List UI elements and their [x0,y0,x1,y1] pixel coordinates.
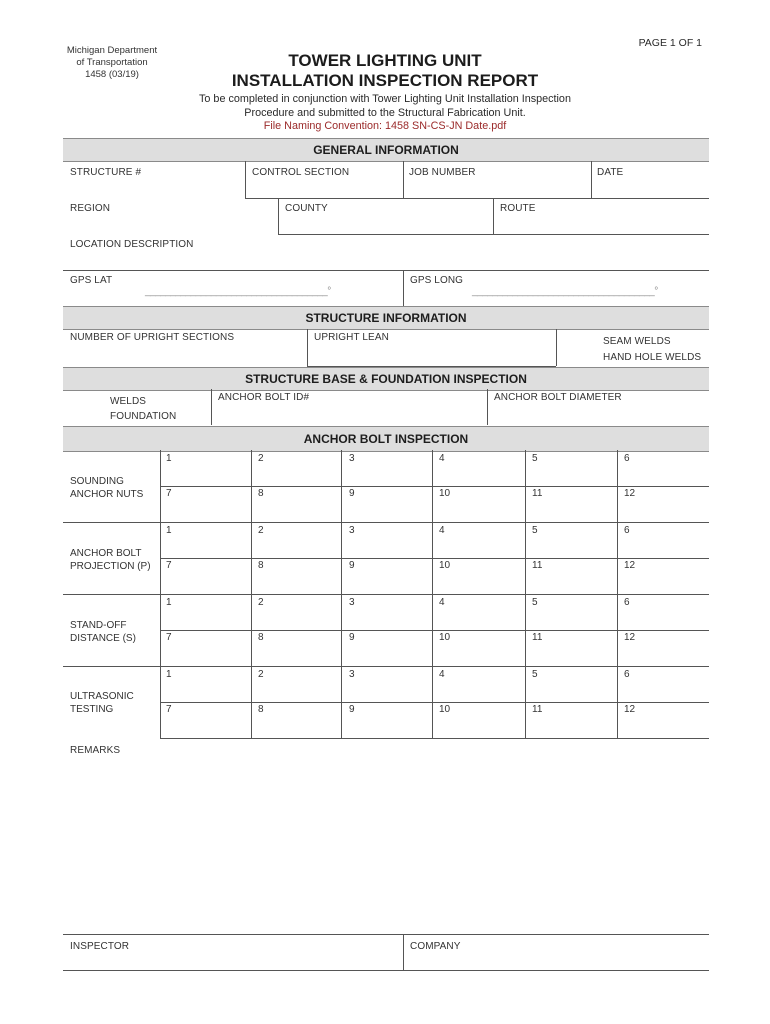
cell-ultrasonic-5[interactable]: 5 [532,669,538,680]
cell-projection-7[interactable]: 7 [166,560,172,571]
structure-number-label: STRUCTURE # [70,167,142,178]
divider [63,970,709,971]
control-section-field[interactable] [252,180,400,196]
general-information-heading: GENERAL INFORMATION [63,138,709,162]
form-title-line-2: INSTALLATION INSPECTION REPORT [231,71,539,90]
cell-projection-10[interactable]: 10 [439,560,451,571]
seam-welds-label[interactable]: SEAM WELDS [603,336,671,347]
ultrasonic-testing-label: ULTRASONIC TESTING [70,691,134,715]
cell-standoff-10[interactable]: 10 [439,632,451,643]
cell-standoff-4[interactable]: 4 [439,597,445,608]
cell-sounding-11[interactable]: 11 [532,488,543,499]
upright-sections-label: NUMBER OF UPRIGHT SECTIONS [70,332,235,343]
cell-ultrasonic-2[interactable]: 2 [258,669,264,680]
cell-projection-1[interactable]: 1 [166,525,172,536]
region-label: REGION [70,203,111,214]
cell-standoff-8[interactable]: 8 [258,632,264,643]
cell-standoff-9[interactable]: 9 [349,632,355,643]
cell-sounding-12[interactable]: 12 [624,488,636,499]
cell-standoff-2[interactable]: 2 [258,597,264,608]
cell-sounding-8[interactable]: 8 [258,488,264,499]
cell-projection-12[interactable]: 12 [624,560,636,571]
cell-ultrasonic-10[interactable]: 10 [439,704,451,715]
job-number-field[interactable] [409,180,589,196]
cell-standoff-7[interactable]: 7 [166,632,172,643]
divider [245,198,709,199]
route-field[interactable] [500,216,705,232]
cell-projection-2[interactable]: 2 [258,525,264,536]
sounding-anchor-nuts-label: SOUNDING ANCHOR NUTS [70,476,144,500]
inspector-label: INSPECTOR [70,941,130,952]
gps-long-input[interactable]: ____________________________________° [472,286,658,297]
upright-lean-label: UPRIGHT LEAN [314,332,389,343]
cell-standoff-5[interactable]: 5 [532,597,538,608]
instructions-line-2: Procedure and submitted to the Structural Fabrication Unit. [244,107,526,119]
upright-lean-field[interactable] [314,345,549,361]
route-label: ROUTE [500,203,536,214]
anchor-bolt-inspection-heading: ANCHOR BOLT INSPECTION [63,426,709,452]
divider [493,198,494,234]
cell-sounding-2[interactable]: 2 [258,453,264,464]
cell-ultrasonic-7[interactable]: 7 [166,704,172,715]
divider [211,389,212,425]
gps-long-label: GPS LONG [410,275,464,286]
cell-projection-9[interactable]: 9 [349,560,355,571]
cell-sounding-3[interactable]: 3 [349,453,355,464]
divider [160,486,709,487]
cell-ultrasonic-11[interactable]: 11 [532,704,543,715]
control-section-label: CONTROL SECTION [252,167,350,178]
agency-line-1: Michigan Department [66,45,158,56]
divider [160,558,709,559]
foundation-label[interactable]: FOUNDATION [110,411,177,422]
divider [278,198,279,234]
cell-standoff-6[interactable]: 6 [624,597,630,608]
divider [160,630,709,631]
form-number: 1458 (03/19) [85,69,139,80]
divider [63,934,709,935]
county-field[interactable] [285,216,485,232]
upright-sections-field[interactable] [70,345,300,361]
cell-projection-5[interactable]: 5 [532,525,538,536]
cell-ultrasonic-12[interactable]: 12 [624,704,636,715]
cell-sounding-7[interactable]: 7 [166,488,172,499]
cell-projection-11[interactable]: 11 [532,560,543,571]
inspector-field[interactable] [70,953,395,968]
page-indicator: PAGE 1 OF 1 [638,37,702,49]
form-title-line-1: TOWER LIGHTING UNIT [288,51,482,70]
cell-ultrasonic-9[interactable]: 9 [349,704,355,715]
cell-projection-4[interactable]: 4 [439,525,445,536]
remarks-field[interactable] [70,760,705,930]
cell-standoff-11[interactable]: 11 [532,632,543,643]
file-naming-convention: File Naming Convention: 1458 SN-CS-JN Date.pdf [263,120,507,132]
region-field[interactable] [70,216,270,232]
cell-projection-8[interactable]: 8 [258,560,264,571]
anchor-bolt-diameter-label: ANCHOR BOLT DIAMETER [494,392,622,403]
cell-sounding-1[interactable]: 1 [166,453,172,464]
cell-standoff-12[interactable]: 12 [624,632,636,643]
divider [403,934,404,970]
anchor-bolt-id-label: ANCHOR BOLT ID# [218,392,310,403]
cell-projection-6[interactable]: 6 [624,525,630,536]
instructions-line-1: To be completed in conjunction with Tower Lighting Unit Installation Inspection [199,93,571,105]
location-description-label: LOCATION DESCRIPTION [70,239,194,250]
cell-sounding-5[interactable]: 5 [532,453,538,464]
divider [160,738,709,739]
date-field[interactable] [597,180,705,196]
agency-line-2: of Transportation [76,57,148,68]
cell-standoff-1[interactable]: 1 [166,597,172,608]
divider [63,270,709,271]
location-description-field[interactable] [70,252,705,268]
cell-sounding-9[interactable]: 9 [349,488,355,499]
divider [403,270,404,306]
job-number-label: JOB NUMBER [409,167,476,178]
stand-off-distance-label: STAND-OFF DISTANCE (S) [70,620,136,644]
divider [245,161,246,198]
cell-ultrasonic-1[interactable]: 1 [166,669,172,680]
remarks-label: REMARKS [70,745,121,756]
base-foundation-heading: STRUCTURE BASE & FOUNDATION INSPECTION [63,367,709,391]
divider [160,702,709,703]
county-label: COUNTY [285,203,328,214]
divider [591,161,592,198]
cell-sounding-6[interactable]: 6 [624,453,630,464]
cell-ultrasonic-6[interactable]: 6 [624,669,630,680]
gps-lat-label: GPS LAT [70,275,113,286]
divider [278,234,709,235]
date-label: DATE [597,167,624,178]
anchor-bolt-projection-label: ANCHOR BOLT PROJECTION (P) [70,548,151,572]
gps-lat-input[interactable]: ____________________________________° [145,286,331,297]
divider [307,329,308,366]
cell-ultrasonic-3[interactable]: 3 [349,669,355,680]
cell-ultrasonic-4[interactable]: 4 [439,669,445,680]
structure-number-field[interactable] [70,180,240,196]
cell-projection-3[interactable]: 3 [349,525,355,536]
cell-standoff-3[interactable]: 3 [349,597,355,608]
divider [403,161,404,198]
structure-information-heading: STRUCTURE INFORMATION [63,306,709,330]
cell-sounding-4[interactable]: 4 [439,453,445,464]
welds-label[interactable]: WELDS [110,396,147,407]
cell-sounding-10[interactable]: 10 [439,488,451,499]
anchor-bolt-id-field[interactable] [218,405,480,421]
anchor-bolt-diameter-field[interactable] [494,405,704,421]
divider [487,389,488,425]
divider [556,329,557,366]
company-field[interactable] [410,953,705,968]
hand-hole-welds-label[interactable]: HAND HOLE WELDS [603,352,702,363]
cell-ultrasonic-8[interactable]: 8 [258,704,264,715]
company-label: COMPANY [410,941,461,952]
